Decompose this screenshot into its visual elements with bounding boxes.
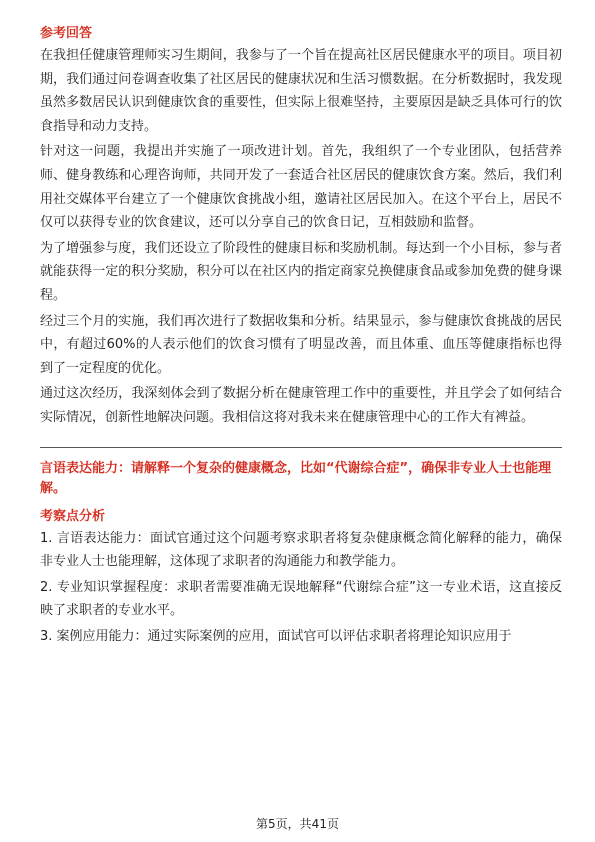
analysis-heading: 考察点分析 xyxy=(40,508,106,524)
analysis-item: 1. 言语表达能力：面试官通过这个问题考察求职者将复杂健康概念简化解释的能力，确保非专业人士也能理解，这体现了求职者的沟通能力和教学能力。 xyxy=(40,530,562,570)
section-divider xyxy=(40,447,562,448)
reference-paragraph: 通过这次经历，我深刻体会到了数据分析在健康管理工作中的重要性，并且学会了如何结合实际情况，创新性地解决问题。我相信这将对我未来在健康管理中心的工作大有裨益。 xyxy=(40,386,562,425)
analysis-item: 3. 案例应用能力：通过实际案例的应用，面试官可以评估求职者将理论知识应用于 xyxy=(40,628,512,644)
reference-paragraph: 为了增强参与度，我们还设立了阶段性的健康目标和奖励机制。每达到一个小目标，参与者就能获得一定的积分奖励，积分可以在社区内的指定商家兑换健康食品或参加免费的健身课程。 xyxy=(40,240,562,303)
reference-paragraph: 经过三个月的实施，我们再次进行了数据收集和分析。结果显示，参与健康饮食挑战的居民中，有超过60%的人表示他们的饮食习惯有了明显改善，而且体重、血压等健康指标也得到了一定程度的优化。 xyxy=(40,313,562,376)
reference-paragraph: 针对这一问题，我提出并实施了一项改进计划。首先，我组织了一个专业团队，包括营养师、健身教练和心理咨询师，共同开发了一套适合社区居民的健康饮食方案。然后，我们利用社交媒体平台建立了一个健康饮食挑战小组，邀请社区居民加入。在这个平台上，居民不仅可以获得专业的饮食建议，还可以分享自己的饮食日记，互相鼓励和监督。 xyxy=(40,144,562,231)
analysis-item: 2. 专业知识掌握程度：求职者需要准确无误地解释“代谢综合症”这一专业术语，这直接反映了求职者的专业水平。 xyxy=(40,579,562,619)
analysis-section xyxy=(40,507,562,649)
interview-question: 言语表达能力：请解释一个复杂的健康概念，比如“代谢综合症”，确保非专业人士也能理解。 xyxy=(40,460,552,496)
page-content xyxy=(40,24,562,650)
reference-answer-section xyxy=(40,24,562,430)
reference-paragraph: 在我担任健康管理师实习生期间，我参与了一个旨在提高社区居民健康水平的项目。项目初期，我们通过问卷调查收集了社区居民的健康状况和生活习惯数据。在分析数据时，我发现虽然多数居民认识到健康饮食的重要性，但实际上很难坚持，主要原因是缺乏具体可行的饮食指导和动力支持。 xyxy=(40,48,562,134)
reference-answer-heading: 参考回答 xyxy=(40,26,93,41)
page-number: 第5页，共41页 xyxy=(256,817,339,831)
